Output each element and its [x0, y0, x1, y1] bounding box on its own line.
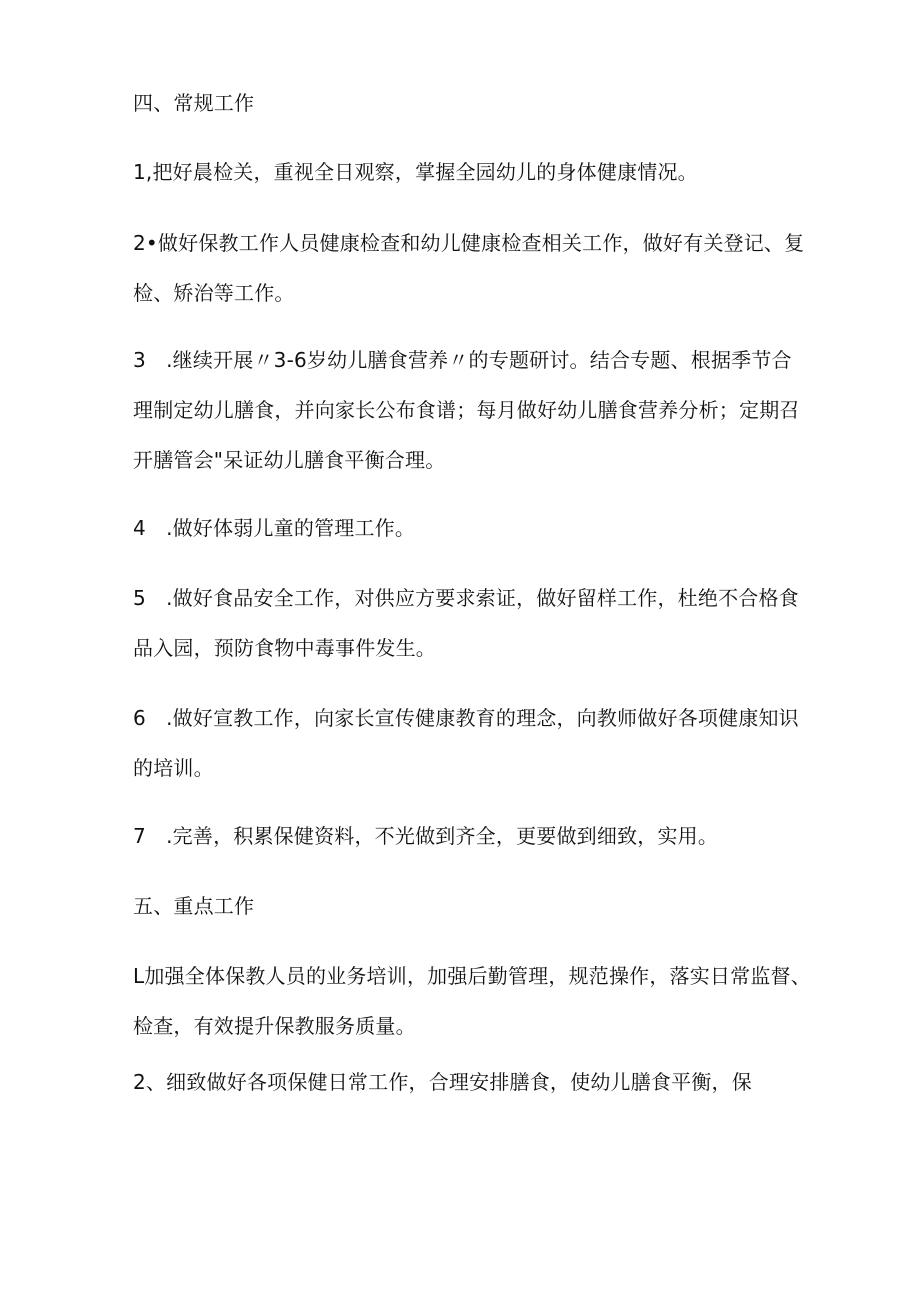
paragraph-item-6-line2: 的培训。	[133, 756, 214, 780]
paragraph-item-1: 1,把好晨检关，重视全日观察，掌握全园幼儿的身体健康情况。	[133, 160, 698, 184]
paragraph-item-6-line1: 6 .做好宣教工作，向家长宣传健康教育的理念，向教师做好各项健康知识	[133, 706, 799, 730]
paragraph-item-2-line2: 检、矫治等工作。	[133, 281, 295, 305]
section-heading-5: 五、重点工作	[133, 894, 255, 918]
key-item-2-line1: 2、细致做好各项保健日常工作，合理安排膳食，使幼儿膳食平衡，保	[133, 1070, 752, 1094]
paragraph-item-3-line1: 3 .继续开展〃3-6岁幼儿膳食营养〃的专题研讨。结合专题、根据季节合	[133, 348, 792, 372]
paragraph-item-4: 4 .做好体弱儿童的管理工作。	[133, 516, 416, 540]
section-heading-4: 四、常规工作	[133, 91, 255, 115]
paragraph-item-5-line2: 品入园，预防食物中毒事件发生。	[133, 636, 436, 660]
key-item-1-line2: 检查，有效提升保教服务质量。	[133, 1014, 416, 1038]
paragraph-item-2-line1: 2•做好保教工作人员健康检查和幼儿健康检查相关工作，做好有关登记、复	[133, 231, 805, 255]
key-item-1-line1: L加强全体保教人员的业务培训，加强后勤管理，规范操作，落实日常监督、	[133, 964, 811, 988]
paragraph-item-3-line2: 理制定幼儿膳食，并向家长公布食谱；每月做好幼儿膳食营养分析；定期召	[133, 398, 800, 422]
paragraph-item-5-line1: 5 .做好食品安全工作，对供应方要求索证，做好留样工作，杜绝不合格食	[133, 586, 799, 610]
paragraph-item-7: 7 .完善，积累保健资料，不光做到齐全，更要做到细致，实用。	[133, 824, 719, 848]
paragraph-item-3-line3: 开膳管会"呆证幼儿膳食平衡合理。	[133, 448, 446, 472]
